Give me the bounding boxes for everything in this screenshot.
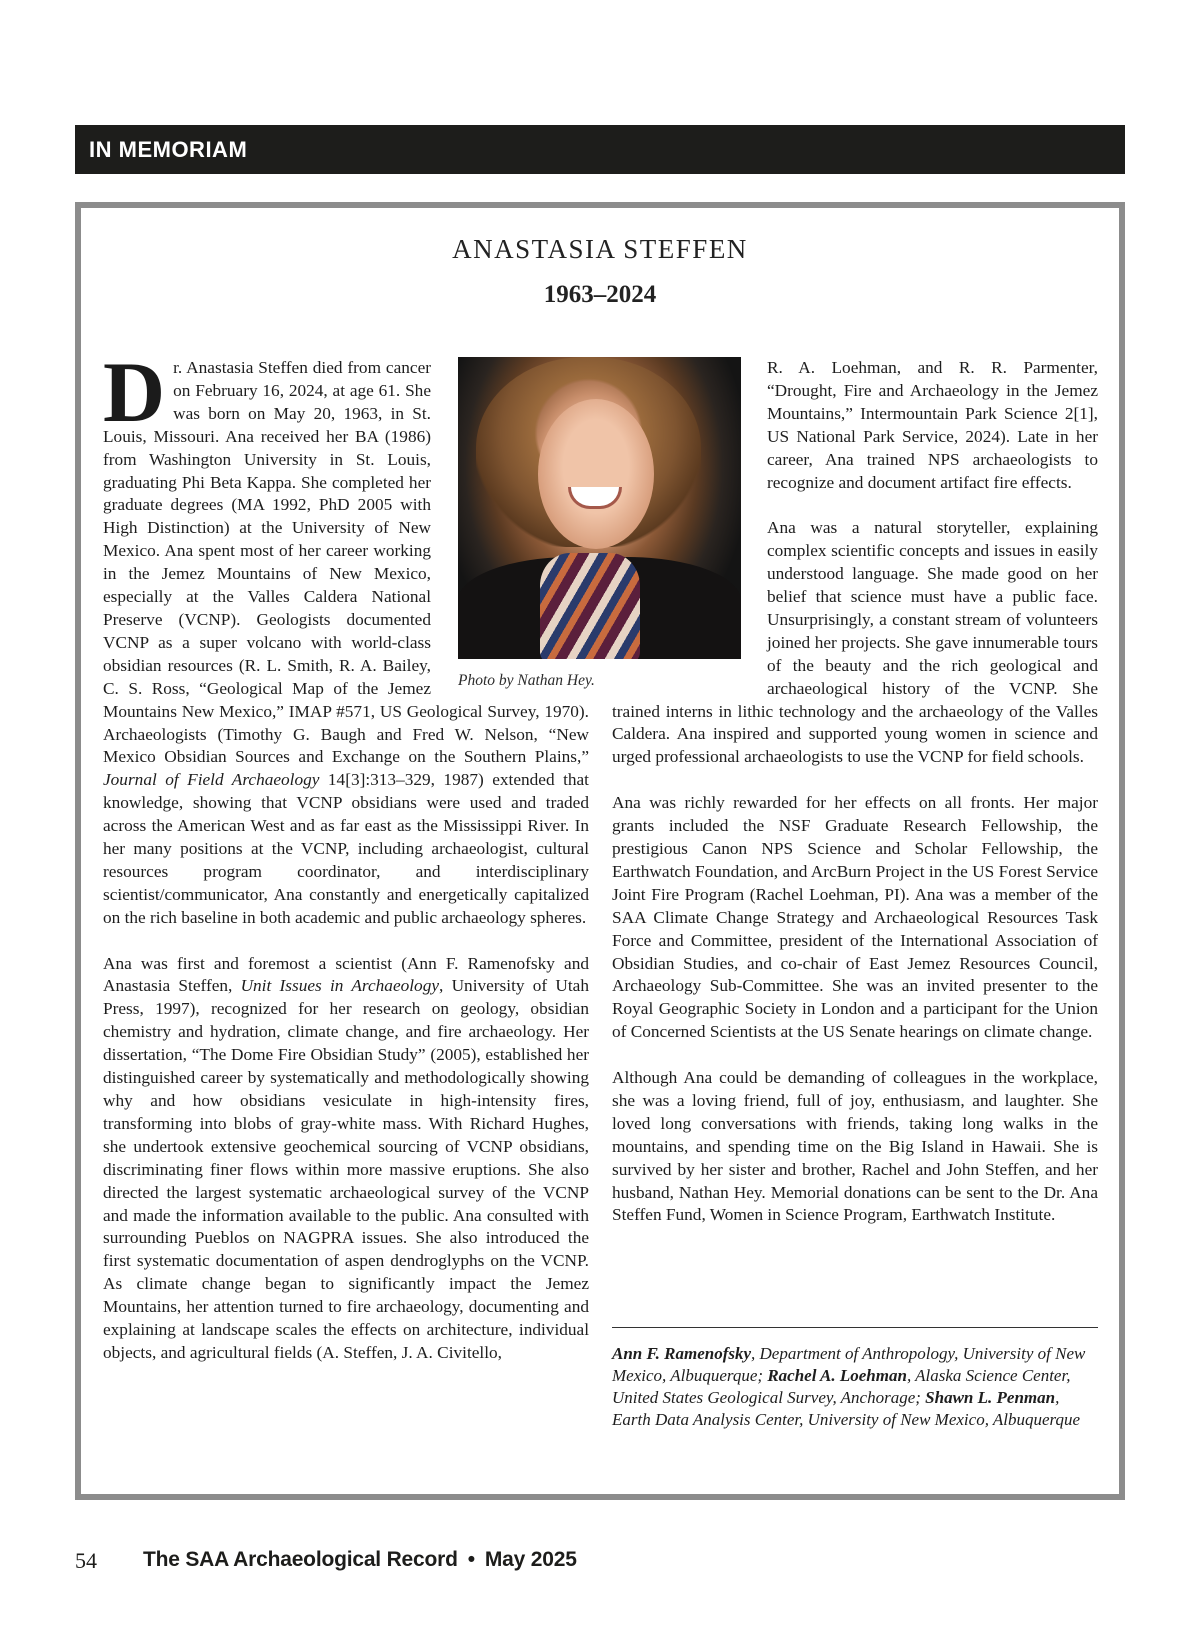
right-column [612, 357, 1098, 1227]
paragraph: Although Ana could be demanding of colleagues in the workplace, she was a loving friend, full of joy, enthusiasm, and laughter. She loved long conversations with friends, taking long walks in the mountains, and spending time on the Big Island in Hawaii. She is survived by her sister and brother, Rachel and John Steffen, and her husband, Nathan Hey. Memorial donations can be sent to the Dr. Ana Steffen Fund, Women in Science Program, Earthwatch Institute. [612, 1068, 1098, 1225]
section-label: IN MEMORIAM [89, 137, 248, 162]
memorial-name: ANASTASIA STEFFEN [452, 234, 748, 264]
paragraph: Dr. Anastasia Steffen died from cancer on February 16, 2024, at age 61. She was born on May 20, 1963, in St. Louis, Missouri. Ana received her BA (1986) from Washington University in St. Louis, graduating Phi Beta Kappa. She completed her graduate degrees (MA 1992, PhD 2005 with High Distinction) at the University of New Mexico. Ana spent most of her career working in the Jemez Mountains of New Mexico, especially at the Valles Caldera National Preserve (VCNP). Geologists documented VCNP as a super volcano with world-class obsidian resources (R. L. Smith, R. A. Bailey, C. S. Ross, “Geological Map of the Jemez Mountains New Mexico,” IMAP #571, US Geological Survey, 1970). Archaeologists (Timothy G. Baugh and Fred W. Nelson, “New Mexico Obsidian Sources and Exchange on the Southern Plains,” Journal of Field Archaeology 14[3]:313–329, 1987) extended that knowledge, showing that VCNP obsidians were used and traded across the American West and as far east as the Mississippi River. In her many positions at the VCNP, including archaeologist, cultural resources program coordinator, and interdisciplinary scientist/communicator, Ana constantly and energetically capitalized on the rich baseline in both academic and public archaeology spheres. [103, 344, 589, 927]
book-title: Unit Issues in Archaeology [240, 976, 440, 996]
divider [612, 1327, 1098, 1328]
section-header [75, 125, 1125, 174]
paragraph: Ana was first and foremost a scientist (Ann F. Ramenofsky and Anastasia Steffen, Unit Issues in Archaeology, University of Utah Press, 1997), recognized for her research on geology, obsidian chemistry and hydration, climate change, and fire archaeology. Her dissertation, “The Dome Fire Obsidian Study” (2005), established her distinguished career by systematically and methodologically showing why and how obsidians vesiculate in high-intensity fires, transforming into blobs of gray-white mass. With Richard Hughes, she undertook extensive geochemical sourcing of VCNP obsidians, discriminating finer flows within more massive eruptions. She also directed the largest systematic archaeological survey of the VCNP and made the information available to the public. Ana consulted with surrounding Pueblos on NAGPRA issues. She also introduced the first systematic documentation of aspen dendroglyphs on the VCNP. As climate change began to significantly impact the Jemez Mountains, her attention turned to fire archaeology, documenting and explaining at landscape scales the effects on architecture, individual objects, and agricultural fields (A. Steffen, J. A. Civitello, [103, 953, 589, 1362]
memorial-years: 1963–2024 [543, 281, 657, 308]
drop-cap: D [103, 344, 166, 440]
photo-credit: Photo by Nathan Hey. [458, 672, 595, 689]
publication-line [143, 1548, 577, 1572]
author-name: Ann F. Ramenofsky [612, 1344, 752, 1363]
author-name: Rachel A. Loehman [767, 1366, 907, 1385]
issue-date: May 2025 [484, 1548, 577, 1571]
separator: • [467, 1548, 475, 1571]
paragraph: Ana was richly rewarded for her effects on all fronts. Her major grants included the NSF Graduate Research Fellowship, the prestigious Canon NPS Science and Scholar Fellowship, the Earthwatch Foundation, and ArcBurn Project in the US Forest Service Joint Fire Program (Rachel Loehman, PI). Ana was a member of the SAA Climate Change Strategy and Archaeological Resources Task Force and Committee, president of the International Association of Obsidian Studies, and co-chair of East Jemez Resources Council, Archaeology Sub-Committee. She was an invited presenter to the Royal Geographic Society in London and a participant for the Union of Concerned Scientists at the US Senate hearings on climate change. [612, 793, 1098, 1042]
page-number: 54 [75, 1548, 97, 1573]
paragraph: Ana was a natural storyteller, explaining complex scientific concepts and issues in easily understood language. She made good on her belief that science must have a public face. Unsurprisingly, a constant stream of volunteers joined her projects. She gave innumerable tours of the beauty and the rich geological and archaeological history of the VCNP. She trained interns in lithic technology and the archaeology of the Valles Caldera. Ana inspired and supported young women in science and urged professional archaeologists to use the VCNP for field schools. [612, 518, 1098, 767]
author-affiliations: Ann F. Ramenofsky, Department of Anthropology, University of New Mexico, Albuquerque; Rachel A. Loehman, Alaska Science Center, United States Geological Survey, Anchorage; Shawn L. Penman, Earth Data Analysis Center, University of New Mexico, Albuquerque [612, 1344, 1086, 1429]
publication-title: The SAA Archaeological Record [143, 1548, 458, 1571]
journal-title: Journal of Field Archaeology [103, 770, 320, 790]
author-name: Shawn L. Penman [925, 1388, 1056, 1407]
paragraph: R. A. Loehman, and R. R. Parmenter, “Drought, Fire and Archaeology in the Jemez Mountains,” Intermountain Park Science 2[1], US National Park Service, 2024). Late in her career, Ana trained NPS archaeologists to recognize and document artifact fire effects. [767, 358, 1098, 492]
